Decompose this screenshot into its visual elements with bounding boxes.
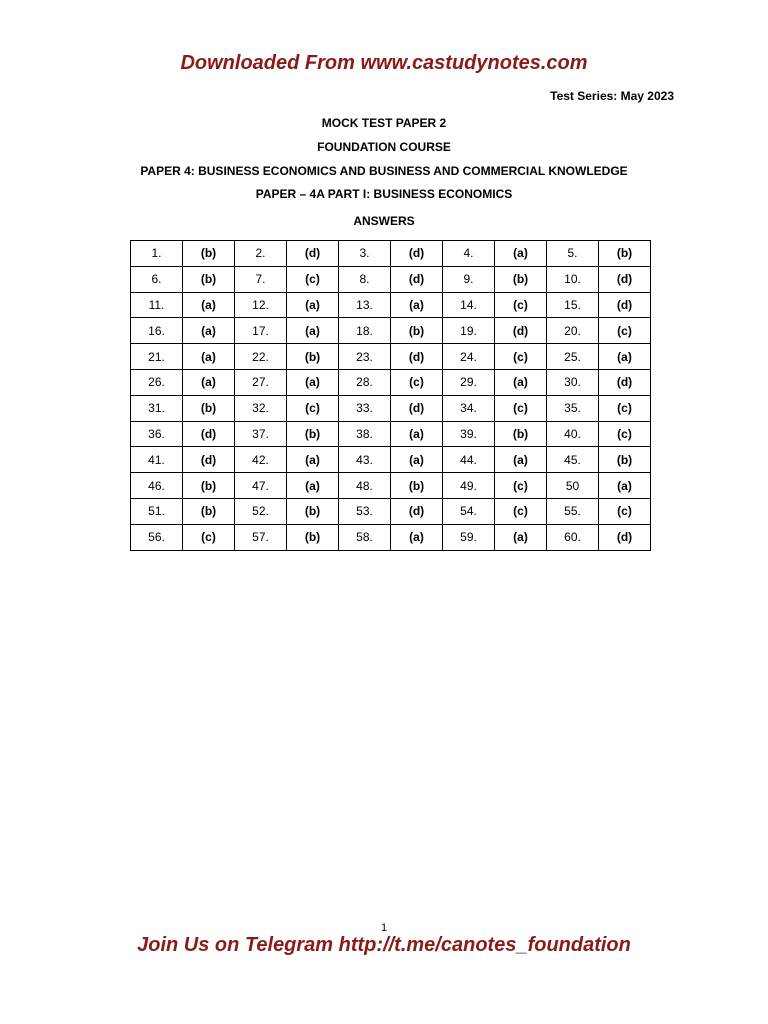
question-number-cell: 19. [443, 318, 495, 344]
question-number-cell: 16. [131, 318, 183, 344]
question-number-cell: 44. [443, 447, 495, 473]
question-number-cell: 7. [235, 266, 287, 292]
question-number-cell: 24. [443, 344, 495, 370]
question-number-cell: 58. [339, 524, 391, 550]
answer-option-cell: (c) [599, 318, 651, 344]
answer-option-cell: (b) [287, 498, 339, 524]
answer-option-cell: (c) [391, 369, 443, 395]
question-number-cell: 42. [235, 447, 287, 473]
table-row [131, 473, 651, 499]
question-number-cell: 53. [339, 498, 391, 524]
answer-key-table [130, 240, 651, 551]
answer-option-cell: (a) [391, 524, 443, 550]
answer-option-cell: (d) [287, 241, 339, 267]
table-row [131, 524, 651, 550]
question-number-cell: 49. [443, 473, 495, 499]
question-number-cell: 11. [131, 292, 183, 318]
answer-option-cell: (b) [599, 447, 651, 473]
question-number-cell: 25. [547, 344, 599, 370]
question-number-cell: 32. [235, 395, 287, 421]
question-number-cell: 48. [339, 473, 391, 499]
question-number-cell: 54. [443, 498, 495, 524]
question-number-cell: 27. [235, 369, 287, 395]
question-number-cell: 8. [339, 266, 391, 292]
answer-option-cell: (c) [287, 395, 339, 421]
answer-option-cell: (b) [183, 266, 235, 292]
question-number-cell: 28. [339, 369, 391, 395]
telegram-banner-link[interactable]: Join Us on Telegram http://t.me/canotes_foundation [137, 934, 631, 956]
answer-option-cell: (a) [287, 369, 339, 395]
answer-option-cell: (a) [391, 292, 443, 318]
answer-option-cell: (b) [287, 524, 339, 550]
question-number-cell: 60. [547, 524, 599, 550]
answer-option-cell: (c) [599, 421, 651, 447]
answer-option-cell: (b) [183, 498, 235, 524]
answer-option-cell: (a) [391, 421, 443, 447]
answer-option-cell: (a) [599, 473, 651, 499]
table-row [131, 395, 651, 421]
answer-option-cell: (a) [287, 447, 339, 473]
answer-option-cell: (d) [391, 241, 443, 267]
question-number-cell: 43. [339, 447, 391, 473]
answer-option-cell: (a) [287, 318, 339, 344]
answer-option-cell: (b) [391, 473, 443, 499]
answer-option-cell: (c) [495, 473, 547, 499]
table-row [131, 292, 651, 318]
question-number-cell: 30. [547, 369, 599, 395]
answer-option-cell: (b) [391, 318, 443, 344]
paper-part-title: PAPER – 4A PART I: BUSINESS ECONOMICS [255, 187, 513, 201]
answer-option-cell: (c) [183, 524, 235, 550]
answer-option-cell: (a) [495, 241, 547, 267]
answer-option-cell: (c) [495, 292, 547, 318]
page-number: 1 [380, 922, 388, 934]
answer-option-cell: (d) [599, 524, 651, 550]
answer-option-cell: (d) [391, 344, 443, 370]
question-number-cell: 41. [131, 447, 183, 473]
question-number-cell: 13. [339, 292, 391, 318]
question-number-cell: 40. [547, 421, 599, 447]
question-number-cell: 57. [235, 524, 287, 550]
question-number-cell: 14. [443, 292, 495, 318]
answer-option-cell: (b) [495, 266, 547, 292]
answer-option-cell: (d) [391, 395, 443, 421]
answer-option-cell: (b) [287, 421, 339, 447]
question-number-cell: 2. [235, 241, 287, 267]
question-number-cell: 5. [547, 241, 599, 267]
answer-option-cell: (c) [495, 344, 547, 370]
answer-option-cell: (c) [495, 498, 547, 524]
answer-option-cell: (c) [495, 395, 547, 421]
question-number-cell: 22. [235, 344, 287, 370]
question-number-cell: 29. [443, 369, 495, 395]
question-number-cell: 1. [131, 241, 183, 267]
answer-option-cell: (c) [599, 498, 651, 524]
table-row [131, 344, 651, 370]
question-number-cell: 3. [339, 241, 391, 267]
question-number-cell: 34. [443, 395, 495, 421]
answer-option-cell: (b) [183, 473, 235, 499]
answer-option-cell: (a) [183, 369, 235, 395]
question-number-cell: 9. [443, 266, 495, 292]
question-number-cell: 23. [339, 344, 391, 370]
source-banner-link[interactable]: Downloaded From www.castudynotes.com [180, 52, 588, 74]
table-row [131, 369, 651, 395]
question-number-cell: 46. [131, 473, 183, 499]
answer-option-cell: (b) [183, 395, 235, 421]
question-number-cell: 4. [443, 241, 495, 267]
answer-option-cell: (a) [599, 344, 651, 370]
question-number-cell: 35. [547, 395, 599, 421]
question-number-cell: 17. [235, 318, 287, 344]
answer-option-cell: (a) [183, 318, 235, 344]
answer-option-cell: (d) [183, 421, 235, 447]
answer-option-cell: (d) [391, 498, 443, 524]
answers-heading: ANSWERS [353, 214, 415, 228]
answer-option-cell: (a) [495, 369, 547, 395]
question-number-cell: 6. [131, 266, 183, 292]
answer-option-cell: (a) [287, 473, 339, 499]
course-title: FOUNDATION COURSE [317, 140, 451, 154]
answer-option-cell: (b) [599, 241, 651, 267]
answer-option-cell: (a) [495, 447, 547, 473]
table-row [131, 318, 651, 344]
question-number-cell: 12. [235, 292, 287, 318]
table-row [131, 421, 651, 447]
question-number-cell: 18. [339, 318, 391, 344]
question-number-cell: 52. [235, 498, 287, 524]
question-number-cell: 39. [443, 421, 495, 447]
table-row [131, 498, 651, 524]
answer-option-cell: (c) [599, 395, 651, 421]
question-number-cell: 55. [547, 498, 599, 524]
paper-subject-title: PAPER 4: BUSINESS ECONOMICS AND BUSINESS AND COMMERCIAL KNOWLEDGE [140, 164, 628, 178]
answer-option-cell: (d) [183, 447, 235, 473]
question-number-cell: 47. [235, 473, 287, 499]
table-row [131, 266, 651, 292]
question-number-cell: 20. [547, 318, 599, 344]
question-number-cell: 33. [339, 395, 391, 421]
table-row [131, 241, 651, 267]
question-number-cell: 45. [547, 447, 599, 473]
answer-option-cell: (a) [183, 344, 235, 370]
answer-option-cell: (a) [391, 447, 443, 473]
answer-option-cell: (d) [599, 369, 651, 395]
answer-option-cell: (d) [599, 292, 651, 318]
answer-option-cell: (d) [495, 318, 547, 344]
question-number-cell: 59. [443, 524, 495, 550]
question-number-cell: 36. [131, 421, 183, 447]
answer-option-cell: (d) [391, 266, 443, 292]
answer-option-cell: (b) [287, 344, 339, 370]
test-series-label: Test Series: May 2023 [550, 89, 674, 103]
question-number-cell: 10. [547, 266, 599, 292]
answer-option-cell: (a) [495, 524, 547, 550]
table-row [131, 447, 651, 473]
question-number-cell: 51. [131, 498, 183, 524]
question-number-cell: 56. [131, 524, 183, 550]
question-number-cell: 21. [131, 344, 183, 370]
answer-option-cell: (d) [599, 266, 651, 292]
paper-title: MOCK TEST PAPER 2 [321, 116, 447, 130]
question-number-cell: 50 [547, 473, 599, 499]
answer-option-cell: (a) [183, 292, 235, 318]
question-number-cell: 31. [131, 395, 183, 421]
answer-option-cell: (b) [183, 241, 235, 267]
question-number-cell: 15. [547, 292, 599, 318]
answer-option-cell: (a) [287, 292, 339, 318]
question-number-cell: 38. [339, 421, 391, 447]
answer-option-cell: (c) [287, 266, 339, 292]
question-number-cell: 26. [131, 369, 183, 395]
question-number-cell: 37. [235, 421, 287, 447]
answer-option-cell: (b) [495, 421, 547, 447]
